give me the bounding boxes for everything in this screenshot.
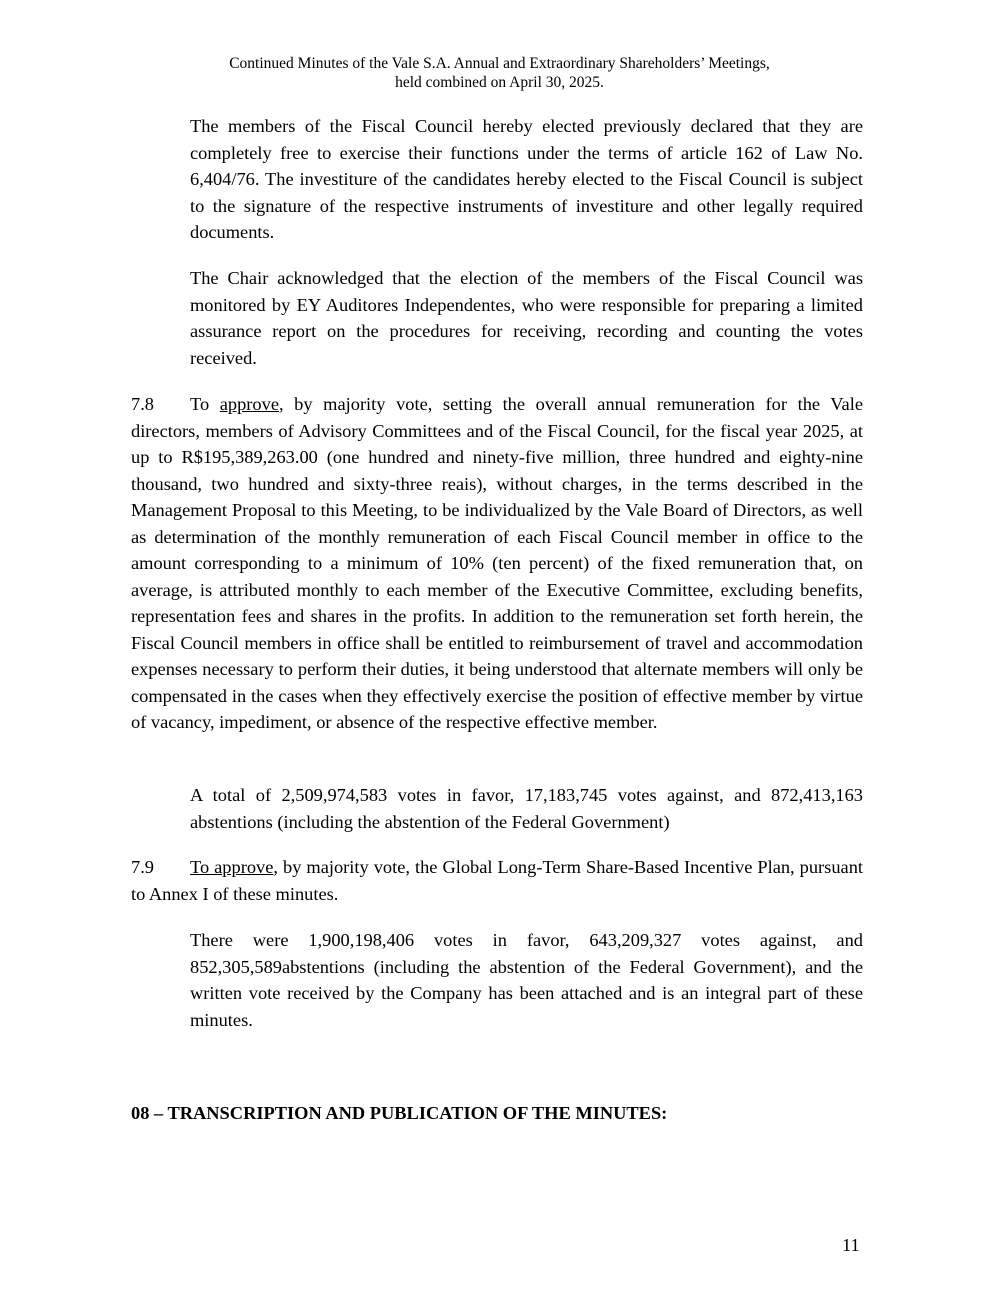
item-7-8-lead: To [190, 394, 220, 414]
item-7-8-votes: A total of 2,509,974,583 votes in favor, 17,183,745 votes against, and 872,413,163 abstentions (including the abstention of the Federal Government) [190, 785, 863, 832]
item-7-9-votes: There were 1,900,198,406 votes in favor, 643,209,327 votes against, and 852,305,589abstentions (including the abstention of the Federal Government), and the written vote received by the Company has been attached and is an integral part of these minutes. [190, 930, 863, 1030]
item-7-8-text: , by majority vote, setting the overall annual remuneration for the Vale directors, members of Advisory Committees and of the Fiscal Council, for the fiscal year 2025, at up to R$195,389,263.00 (one hundred and ninety-five million, three hundred and eighty-nine thousand, two hundred and sixty-three reais), without charges, in the terms described in the Management Proposal to this Meeting, to be individualized by the Vale Board of Directors, as well as determination of the monthly remuneration of each Fiscal Council member in office to the amount corresponding to a minimum of 10% (ten percent) of the fixed remuneration that, on average, is attributed monthly to each member of the Executive Committee, excluding benefits, representation fees and shares in the profits. In addition to the remuneration set forth herein, the Fiscal Council members in office shall be entitled to reimbursement of travel and accommodation expenses necessary to perform their duties, it being understood that alternate members will only be compensated in the cases when they effectively exercise the position of effective member by virtue of vacancy, impediment, or absence of the respective effective member. [131, 394, 863, 732]
item-7-9-number: 7.9 [131, 857, 154, 877]
page-header [0, 54, 999, 92]
item-7-9-text: , by majority vote, the Global Long-Term Share-Based Incentive Plan, pursuant to Annex I of these minutes. [131, 857, 863, 904]
fiscal-council-elected-paragraph: The members of the Fiscal Council hereby elected previously declared that they are completely free to exercise their functions under the terms of article 162 of Law No. 6,404/76. The investiture of the candidates hereby elected to the Fiscal Council is subject to the signature of the respective instruments of investiture and other legally required documents. [190, 116, 863, 242]
item-7-8-underlined: approve [219, 394, 279, 414]
item-7-9-paragraph [131, 854, 863, 907]
section-08-heading: 08 – TRANSCRIPTION AND PUBLICATION OF THE MINUTES: [131, 1103, 668, 1123]
item-7-8-paragraph [131, 391, 863, 736]
header-line-1: Continued Minutes of the Vale S.A. Annual and Extraordinary Shareholders’ Meetings, [229, 55, 770, 72]
item-7-9-underlined: To approve [190, 857, 274, 877]
item-7-8-number: 7.8 [131, 394, 154, 414]
chair-acknowledged-paragraph: The Chair acknowledged that the election of the members of the Fiscal Council was monitored by EY Auditores Independentes, who were responsible for preparing a limited assurance report on the procedures for receiving, recording and counting the votes received. [190, 268, 863, 368]
page-number: 11 [842, 1235, 860, 1255]
header-line-2: held combined on April 30, 2025. [395, 74, 604, 91]
